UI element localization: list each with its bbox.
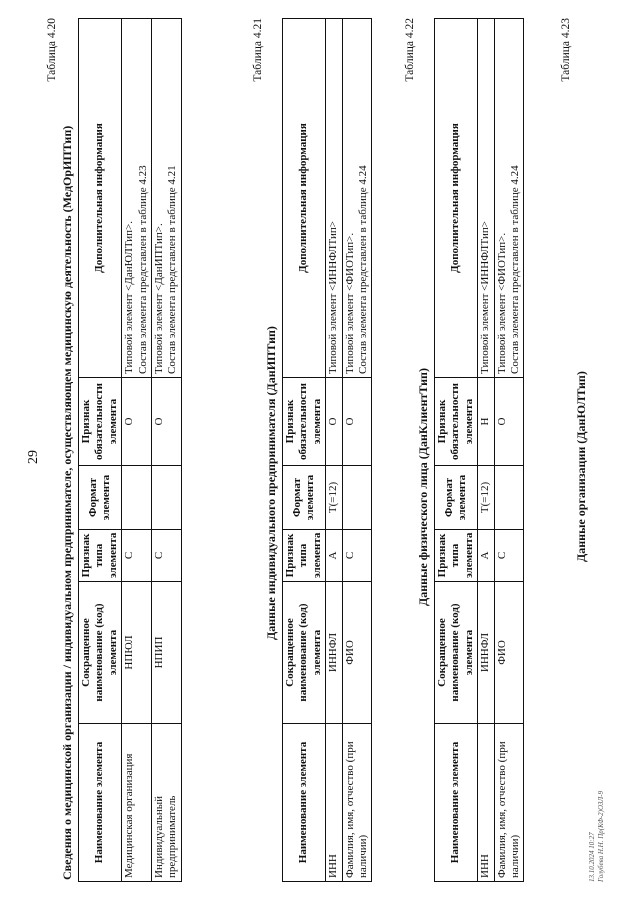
col-header-name: Наименование элемента: [79, 724, 122, 882]
cell-required: О: [494, 378, 524, 466]
cell-name: Индивидуальный предприниматель: [152, 724, 182, 882]
info-line: Состав элемента представлен в таблице 4.24: [509, 165, 522, 374]
cell-info: [342, 19, 372, 378]
cell-info: [122, 19, 152, 378]
col-header-format: Формат элемента: [435, 466, 478, 530]
cell-type: С: [494, 530, 524, 582]
cell-format: T(=12): [326, 466, 342, 530]
info-line: Типовой элемент <ДанЮЛТип>.: [123, 220, 136, 374]
info-line: Типовой элемент <ИННФЛТип>: [479, 221, 492, 374]
table-row: [342, 19, 372, 882]
table-row: [152, 19, 182, 882]
cell-required: О: [342, 378, 372, 466]
cell-format: T(=12): [478, 466, 494, 530]
cell-type: С: [122, 530, 152, 582]
stamp-line: Голубева Н.Н. Пр(КФ-2)ОЗЛ-9: [596, 790, 605, 882]
cell-code: ФИО: [342, 582, 372, 724]
table-4-20: [78, 18, 182, 882]
page-number: 29: [26, 450, 41, 464]
col-header-info: Дополнительная информация: [435, 19, 478, 378]
cell-code: ФИО: [494, 582, 524, 724]
table-4-21-label: Таблица 4.21: [252, 18, 264, 82]
table-row: [326, 19, 342, 882]
info-line: Типовой элемент <ИННФЛТип>: [327, 221, 340, 374]
cell-name: Медицинская организация: [122, 724, 152, 882]
col-header-info: Дополнительная информация: [79, 19, 122, 378]
col-header-name: Наименование элемента: [283, 724, 326, 882]
table-4-22: [434, 18, 524, 882]
info-line: Состав элемента представлен в таблице 4.24: [357, 165, 370, 374]
cell-type: С: [342, 530, 372, 582]
col-header-name: Наименование элемента: [435, 724, 478, 882]
cell-type: А: [326, 530, 342, 582]
col-header-short: Сокращенное наименование (код) элемента: [283, 582, 326, 724]
cell-name: ИНН: [478, 724, 494, 882]
cell-type: А: [478, 530, 494, 582]
table-4-22-label: Таблица 4.22: [404, 18, 416, 82]
cell-code: ИННФЛ: [478, 582, 494, 724]
info-line: Типовой элемент <ФИОТип>.: [495, 232, 508, 374]
cell-format: [342, 466, 372, 530]
table-4-21-title: Данные индивидуального предпринимателя (ДанИПТип): [264, 326, 278, 640]
table-4-22-title: Данные физического лица (ДанКлиентТип): [416, 368, 430, 606]
cell-info: [494, 19, 524, 378]
table-row: [122, 19, 152, 882]
stamp-line: 13.10.2024 10:27: [588, 832, 596, 882]
col-header-type: Признак типа элемента: [283, 530, 326, 582]
col-header-type: Признак типа элемента: [435, 530, 478, 582]
cell-code: НПИП: [152, 582, 182, 724]
cell-required: О: [326, 378, 342, 466]
cell-info: [152, 19, 182, 378]
info-line: Типовой элемент <ФИОТип>.: [343, 232, 356, 374]
col-header-short: Сокращенное наименование (код) элемента: [79, 582, 122, 724]
table-header-row: [435, 19, 478, 882]
info-line: Типовой элемент <ДанИПТип>.: [153, 223, 166, 374]
table-4-20-title: Сведения о медицинской организации / индивидуальном предпринимателе, осуществляющем медицинскую деятельность (МедОрИПТип): [60, 125, 74, 880]
col-header-format: Формат элемента: [79, 466, 122, 530]
col-header-info: Дополнительная информация: [283, 19, 326, 378]
table-row: [494, 19, 524, 882]
cell-required: О: [152, 378, 182, 466]
cell-required: О: [122, 378, 152, 466]
table-4-23-label: Таблица 4.23: [560, 18, 572, 82]
col-header-type: Признак типа элемента: [79, 530, 122, 582]
cell-format: [494, 466, 524, 530]
cell-name: Фамилия, имя, отчество (при наличии): [494, 724, 524, 882]
table-4-23-title: Данные организации (ДанЮЛТип): [574, 371, 588, 562]
cell-required: Н: [478, 378, 494, 466]
table-row: [478, 19, 494, 882]
col-header-short: Сокращенное наименование (код) элемента: [435, 582, 478, 724]
cell-code: НПЮЛ: [122, 582, 152, 724]
scan-stamp: [588, 791, 606, 882]
table-header-row: [79, 19, 122, 882]
info-line: Состав элемента представлен в таблице 4.23: [136, 165, 149, 374]
cell-format: [122, 466, 152, 530]
table-4-20-label: Таблица 4.20: [46, 18, 58, 82]
cell-code: ИННФЛ: [326, 582, 342, 724]
col-header-required: Признак обязательности элемента: [79, 378, 122, 466]
cell-name: ИНН: [326, 724, 342, 882]
col-header-required: Признак обязательности элемента: [435, 378, 478, 466]
table-4-21: [282, 18, 372, 882]
cell-format: [152, 466, 182, 530]
table-header-row: [283, 19, 326, 882]
col-header-format: Формат элемента: [283, 466, 326, 530]
cell-name: Фамилия, имя, отчество (при наличии): [342, 724, 372, 882]
cell-type: С: [152, 530, 182, 582]
cell-info: [478, 19, 494, 378]
col-header-required: Признак обязательности элемента: [283, 378, 326, 466]
cell-info: [326, 19, 342, 378]
info-line: Состав элемента представлен в таблице 4.21: [166, 165, 179, 374]
